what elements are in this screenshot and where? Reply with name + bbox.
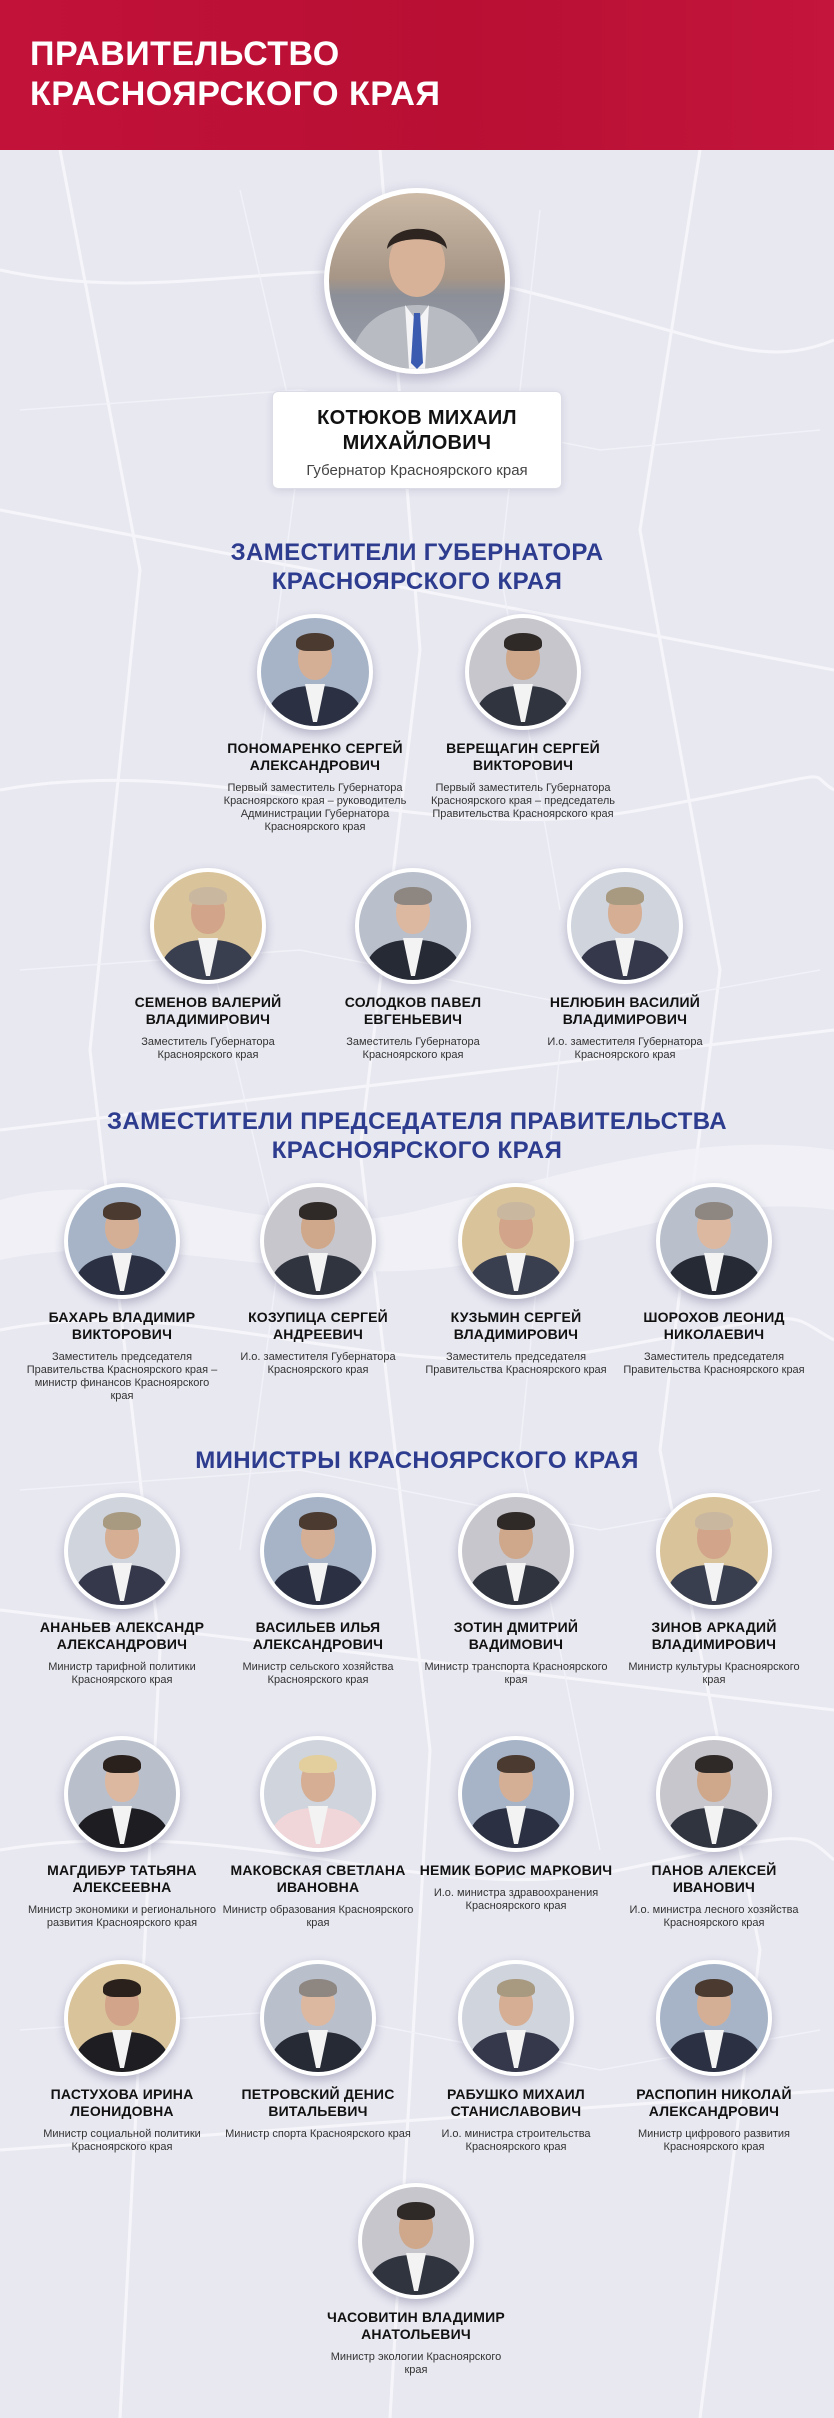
person-photo	[355, 868, 471, 984]
person-role: Заместитель председателя Правительства Красноярского края – министр финансов Красноярского края	[26, 1351, 218, 1402]
person-photo	[358, 2183, 474, 2299]
person-card	[616, 1493, 812, 1687]
person-photo	[260, 1493, 376, 1609]
person-role: Министр культуры Красноярского края	[628, 1661, 800, 1686]
person-role: Заместитель Губернатора Красноярского края	[141, 1036, 275, 1061]
person-role: Заместитель председателя Правительства Красноярского края	[623, 1351, 805, 1376]
person-name: МАГДИБУР ТАТЬЯНА АЛЕКСЕЕВНА	[47, 1862, 197, 1895]
person-photo	[260, 1960, 376, 2076]
person-role: Первый заместитель Губернатора Красноярского края – председатель Правительства Красноярского края	[431, 782, 615, 820]
person-photo	[150, 868, 266, 984]
person-role: Министр спорта Красноярского края	[225, 2128, 411, 2140]
person-name: БАХАРЬ ВЛАДИМИР ВИКТОРОВИЧ	[48, 1309, 196, 1342]
person-card	[315, 868, 511, 1062]
person-name: ШОРОХОВ ЛЕОНИД НИКОЛАЕВИЧ	[643, 1309, 785, 1342]
person-role: Министр сельского хозяйства Красноярского края	[242, 1661, 394, 1686]
person-role: И.о. министра лесного хозяйства Красноярского края	[629, 1904, 799, 1929]
person-role: Министр тарифной политики Красноярского края	[48, 1661, 196, 1686]
person-photo	[656, 1960, 772, 2076]
person-photo	[656, 1183, 772, 1299]
person-name: ПАСТУХОВА ИРИНА ЛЕОНИДОВНА	[50, 2086, 194, 2119]
person-card	[220, 1736, 416, 1930]
person-role: Министр транспорта Красноярского края	[424, 1661, 608, 1686]
person-role: Министр цифрового развития Красноярского края	[637, 2128, 791, 2153]
section-title-deputies-governor: ЗАМЕСТИТЕЛИ ГУБЕРНАТОРА КРАСНОЯРСКОГО КРАЯ	[230, 539, 604, 595]
person-card	[616, 1183, 812, 1377]
person-role: Первый заместитель Губернатора Красноярского края – руководитель Администрации Губернатора Красноярского края	[223, 782, 407, 833]
person-card	[418, 1493, 614, 1687]
person-photo	[458, 1736, 574, 1852]
person-role: Заместитель председателя Правительства Красноярского края	[425, 1351, 607, 1376]
person-name: ВЕРЕЩАГИН СЕРГЕЙ ВИКТОРОВИЧ	[446, 740, 600, 773]
person-role: И.о. заместителя Губернатора Красноярского края	[547, 1036, 703, 1061]
person-role: И.о. министра здравоохранения Красноярского края	[433, 1887, 599, 1912]
person-card	[418, 1183, 614, 1377]
person-card	[220, 1183, 416, 1377]
person-photo	[458, 1183, 574, 1299]
person-role: И.о. заместителя Губернатора Красноярского края	[240, 1351, 396, 1376]
person-photo	[656, 1736, 772, 1852]
person-role: Министр экономики и регионального развития Красноярского края	[28, 1904, 216, 1929]
governor-card	[272, 391, 562, 489]
person-card	[418, 1736, 614, 1913]
person-photo	[64, 1960, 180, 2076]
person-card	[318, 2183, 514, 2377]
person-photo	[64, 1183, 180, 1299]
person-photo	[458, 1960, 574, 2076]
person-role: Заместитель Губернатора Красноярского края	[346, 1036, 480, 1061]
person-name: ПОНОМАРЕНКО СЕРГЕЙ АЛЕКСАНДРОВИЧ	[227, 740, 403, 773]
person-name: ЗИНОВ АРКАДИЙ ВЛАДИМИРОВИЧ	[651, 1619, 777, 1652]
person-photo	[465, 614, 581, 730]
page-header	[0, 0, 834, 150]
person-role: И.о. министра строительства Красноярского края	[441, 2128, 591, 2153]
person-card	[425, 614, 621, 821]
person-name: ЧАСОВИТИН ВЛАДИМИР АНАТОЛЬЕВИЧ	[327, 2309, 505, 2342]
person-card	[24, 1183, 220, 1403]
person-photo	[64, 1493, 180, 1609]
person-name: КОЗУПИЦА СЕРГЕЙ АНДРЕЕВИЧ	[248, 1309, 388, 1342]
governor-name: КОТЮКОВ МИХАИЛ МИХАЙЛОВИЧ	[317, 407, 517, 454]
person-card	[418, 1960, 614, 2154]
section-title-ministers: МИНИСТРЫ КРАСНОЯРСКОГО КРАЯ	[195, 1447, 639, 1474]
person-name: ПАНОВ АЛЕКСЕЙ ИВАНОВИЧ	[651, 1862, 777, 1895]
governor-photo	[324, 188, 510, 374]
person-photo	[257, 614, 373, 730]
person-name: НЕМИК БОРИС МАРКОВИЧ	[419, 1862, 613, 1878]
person-name: ПЕТРОВСКИЙ ДЕНИС ВИТАЛЬЕВИЧ	[241, 2086, 395, 2119]
person-card	[217, 614, 413, 834]
section-title-deputies-chairman: ЗАМЕСТИТЕЛИ ПРЕДСЕДАТЕЛЯ ПРАВИТЕЛЬСТВА КРАСНОЯРСКОГО КРАЯ	[106, 1108, 728, 1164]
person-role: Министр социальной политики Красноярского края	[43, 2128, 201, 2153]
person-card	[527, 868, 723, 1062]
person-card	[616, 1736, 812, 1930]
person-photo	[458, 1493, 574, 1609]
person-name: АНАНЬЕВ АЛЕКСАНДР АЛЕКСАНДРОВИЧ	[39, 1619, 205, 1652]
governor-portrait-image	[329, 193, 505, 369]
person-card	[110, 868, 306, 1062]
person-name: КУЗЬМИН СЕРГЕЙ ВЛАДИМИРОВИЧ	[450, 1309, 582, 1342]
person-photo	[64, 1736, 180, 1852]
person-role: Министр экологии Красноярского края	[330, 2351, 502, 2376]
person-photo	[260, 1736, 376, 1852]
person-name: РАБУШКО МИХАИЛ СТАНИСЛАВОВИЧ	[447, 2086, 585, 2119]
person-card	[220, 1493, 416, 1687]
person-name: ВАСИЛЬЕВ ИЛЬЯ АЛЕКСАНДРОВИЧ	[252, 1619, 384, 1652]
page-title: ПРАВИТЕЛЬСТВО КРАСНОЯРСКОГО КРАЯ	[30, 35, 441, 113]
person-name: РАСПОПИН НИКОЛАЙ АЛЕКСАНДРОВИЧ	[636, 2086, 792, 2119]
person-name: МАКОВСКАЯ СВЕТЛАНА ИВАНОВНА	[230, 1862, 406, 1895]
person-card	[220, 1960, 416, 2141]
person-name: СОЛОДКОВ ПАВЕЛ ЕВГЕНЬЕВИЧ	[344, 994, 482, 1027]
person-photo	[260, 1183, 376, 1299]
person-card	[24, 1960, 220, 2154]
person-card	[24, 1493, 220, 1687]
person-name: НЕЛЮБИН ВАСИЛИЙ ВЛАДИМИРОВИЧ	[549, 994, 701, 1027]
person-photo	[656, 1493, 772, 1609]
person-name: ЗОТИН ДМИТРИЙ ВАДИМОВИЧ	[453, 1619, 579, 1652]
person-card	[24, 1736, 220, 1930]
person-role: Министр образования Красноярского края	[222, 1904, 414, 1929]
person-card	[616, 1960, 812, 2154]
governor-role: Губернатор Красноярского края	[306, 462, 528, 479]
person-photo	[567, 868, 683, 984]
person-name: СЕМЕНОВ ВАЛЕРИЙ ВЛАДИМИРОВИЧ	[134, 994, 282, 1027]
